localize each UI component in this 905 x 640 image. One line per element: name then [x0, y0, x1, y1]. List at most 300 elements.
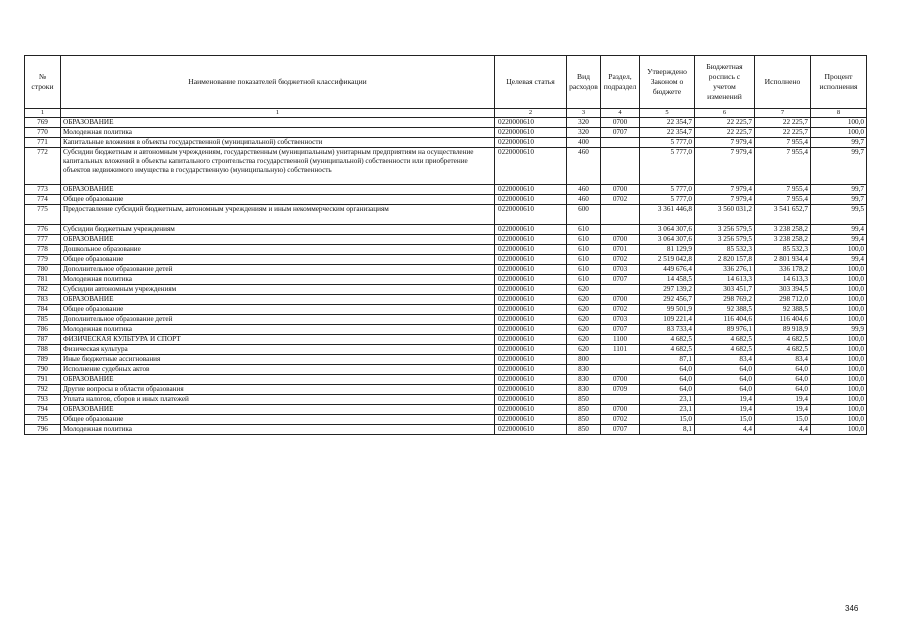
page-number: 346	[845, 604, 859, 613]
row-number-cell: 791	[25, 375, 61, 385]
executed-cell: 3 238 258,2	[755, 235, 811, 245]
row-number-cell: 788	[25, 345, 61, 355]
percent-cell: 100,0	[811, 355, 867, 365]
approved-cell: 64,0	[640, 385, 695, 395]
percent-cell: 100,0	[811, 285, 867, 295]
row-number-cell: 775	[25, 205, 61, 225]
planned-cell: 4 682,5	[695, 345, 755, 355]
row-number-cell: 772	[25, 148, 61, 185]
target-article-cell: 0220000610	[495, 365, 567, 375]
table-row	[25, 138, 867, 148]
executed-cell: 4 682,5	[755, 345, 811, 355]
indicator-name-cell: Исполнение судебных актов	[61, 365, 495, 375]
percent-cell: 99,4	[811, 255, 867, 265]
row-number-cell: 796	[25, 425, 61, 435]
section-cell: 0700	[601, 118, 640, 128]
executed-cell: 4,4	[755, 425, 811, 435]
expense-type-cell: 320	[567, 128, 601, 138]
header-target-article: Целевая статья	[495, 56, 567, 109]
percent-cell: 100,0	[811, 395, 867, 405]
section-cell	[601, 148, 640, 185]
percent-cell: 100,0	[811, 345, 867, 355]
table-row	[25, 265, 867, 275]
expense-type-cell: 850	[567, 425, 601, 435]
percent-cell: 100,0	[811, 375, 867, 385]
target-article-cell: 0220000610	[495, 275, 567, 285]
section-cell	[601, 225, 640, 235]
row-number-cell: 780	[25, 265, 61, 275]
section-cell: 0701	[601, 245, 640, 255]
planned-cell: 19,4	[695, 395, 755, 405]
target-article-cell: 0220000610	[495, 148, 567, 185]
executed-cell: 3 541 652,7	[755, 205, 811, 225]
expense-type-cell: 320	[567, 118, 601, 128]
target-article-cell: 0220000610	[495, 295, 567, 305]
section-cell: 0700	[601, 235, 640, 245]
percent-cell: 100,0	[811, 128, 867, 138]
row-number-cell: 774	[25, 195, 61, 205]
section-cell: 1101	[601, 345, 640, 355]
target-article-cell: 0220000610	[495, 265, 567, 275]
row-number-cell: 769	[25, 118, 61, 128]
planned-cell: 92 388,5	[695, 305, 755, 315]
target-article-cell: 0220000610	[495, 285, 567, 295]
planned-cell: 7 979,4	[695, 138, 755, 148]
table-row	[25, 335, 867, 345]
target-article-cell: 0220000610	[495, 395, 567, 405]
planned-cell: 336 276,1	[695, 265, 755, 275]
executed-cell: 64,0	[755, 385, 811, 395]
indicator-name-cell: Молодежная политика	[61, 128, 495, 138]
table-row	[25, 415, 867, 425]
planned-cell: 64,0	[695, 375, 755, 385]
table-row	[25, 255, 867, 265]
expense-type-cell: 620	[567, 335, 601, 345]
percent-cell: 100,0	[811, 425, 867, 435]
approved-cell: 87,1	[640, 355, 695, 365]
indicator-name-cell: Иные бюджетные ассигнования	[61, 355, 495, 365]
table-row	[25, 295, 867, 305]
row-number-cell: 789	[25, 355, 61, 365]
percent-cell: 99,4	[811, 235, 867, 245]
colnum: 4	[601, 109, 640, 118]
approved-cell: 64,0	[640, 365, 695, 375]
indicator-name-cell: Субсидии бюджетным и автономным учреждениям, государственным (муниципальным) унитарным предприятиям на осуществление капитальных вложений в объекты капитального строительства государственной (муниципальной) собственности или приобретение объектов недвижимого имущества в государственную (муниципальную) собственность	[61, 148, 495, 185]
table-row	[25, 195, 867, 205]
target-article-cell: 0220000610	[495, 235, 567, 245]
section-cell	[601, 395, 640, 405]
approved-cell: 99 501,9	[640, 305, 695, 315]
header-row-number: № строки	[25, 56, 61, 109]
expense-type-cell: 400	[567, 138, 601, 148]
executed-cell: 64,0	[755, 365, 811, 375]
table-row	[25, 365, 867, 375]
approved-cell: 449 676,4	[640, 265, 695, 275]
colnum: 6	[695, 109, 755, 118]
target-article-cell: 0220000610	[495, 315, 567, 325]
executed-cell: 19,4	[755, 395, 811, 405]
target-article-cell: 0220000610	[495, 325, 567, 335]
row-number-cell: 782	[25, 285, 61, 295]
target-article-cell: 0220000610	[495, 375, 567, 385]
section-cell: 0700	[601, 405, 640, 415]
expense-type-cell: 830	[567, 385, 601, 395]
executed-cell: 4 682,5	[755, 335, 811, 345]
indicator-name-cell: Молодежная политика	[61, 325, 495, 335]
percent-cell: 100,0	[811, 335, 867, 345]
section-cell: 0707	[601, 275, 640, 285]
executed-cell: 83,4	[755, 355, 811, 365]
executed-cell: 7 955,4	[755, 195, 811, 205]
percent-cell: 99,9	[811, 325, 867, 335]
planned-cell: 22 225,7	[695, 118, 755, 128]
indicator-name-cell: ОБРАЗОВАНИЕ	[61, 235, 495, 245]
row-number-cell: 771	[25, 138, 61, 148]
percent-cell: 100,0	[811, 295, 867, 305]
colnum: 3	[567, 109, 601, 118]
executed-cell: 85 532,3	[755, 245, 811, 255]
row-number-cell: 776	[25, 225, 61, 235]
approved-cell: 5 777,0	[640, 195, 695, 205]
section-cell: 0700	[601, 375, 640, 385]
section-cell: 0702	[601, 195, 640, 205]
indicator-name-cell: Молодежная политика	[61, 275, 495, 285]
table-row	[25, 425, 867, 435]
header-expense-type: Вид расходов	[567, 56, 601, 109]
planned-cell: 4,4	[695, 425, 755, 435]
expense-type-cell: 610	[567, 225, 601, 235]
percent-cell: 99,7	[811, 195, 867, 205]
table-row	[25, 285, 867, 295]
approved-cell: 22 354,7	[640, 128, 695, 138]
approved-cell: 22 354,7	[640, 118, 695, 128]
expense-type-cell: 620	[567, 295, 601, 305]
section-cell	[601, 355, 640, 365]
approved-cell: 15,0	[640, 415, 695, 425]
percent-cell: 100,0	[811, 118, 867, 128]
target-article-cell: 0220000610	[495, 425, 567, 435]
percent-cell: 100,0	[811, 415, 867, 425]
approved-cell: 64,0	[640, 375, 695, 385]
table-row	[25, 148, 867, 185]
indicator-name-cell: Дошкольное образование	[61, 245, 495, 255]
percent-cell: 100,0	[811, 265, 867, 275]
target-article-cell: 0220000610	[495, 138, 567, 148]
target-article-cell: 0220000610	[495, 245, 567, 255]
row-number-cell: 793	[25, 395, 61, 405]
expense-type-cell: 620	[567, 345, 601, 355]
approved-cell: 297 139,2	[640, 285, 695, 295]
colnum: 2	[495, 109, 567, 118]
expense-type-cell: 610	[567, 265, 601, 275]
table-row	[25, 315, 867, 325]
table-header	[25, 56, 867, 118]
target-article-cell: 0220000610	[495, 335, 567, 345]
table-row	[25, 275, 867, 285]
executed-cell: 22 225,7	[755, 118, 811, 128]
table-row	[25, 205, 867, 225]
section-cell: 0700	[601, 185, 640, 195]
planned-cell: 83,4	[695, 355, 755, 365]
section-cell: 1100	[601, 335, 640, 345]
planned-cell: 85 532,3	[695, 245, 755, 255]
target-article-cell: 0220000610	[495, 415, 567, 425]
column-numbers-row	[25, 109, 867, 118]
row-number-cell: 779	[25, 255, 61, 265]
approved-cell: 23,1	[640, 405, 695, 415]
colnum: 7	[755, 109, 811, 118]
colnum: 8	[811, 109, 867, 118]
expense-type-cell: 620	[567, 285, 601, 295]
section-cell: 0702	[601, 415, 640, 425]
executed-cell: 303 394,5	[755, 285, 811, 295]
indicator-name-cell: Молодежная политика	[61, 425, 495, 435]
table-row	[25, 305, 867, 315]
approved-cell: 14 458,5	[640, 275, 695, 285]
colnum: 1	[61, 109, 495, 118]
target-article-cell: 0220000610	[495, 355, 567, 365]
indicator-name-cell: Субсидии бюджетным учреждениям	[61, 225, 495, 235]
approved-cell: 23,1	[640, 395, 695, 405]
section-cell: 0702	[601, 305, 640, 315]
header-indicator-name: Наименование показателей бюджетной классификации	[61, 56, 495, 109]
executed-cell: 92 388,5	[755, 305, 811, 315]
row-number-cell: 786	[25, 325, 61, 335]
planned-cell: 4 682,5	[695, 335, 755, 345]
planned-cell: 2 820 157,8	[695, 255, 755, 265]
table-row	[25, 375, 867, 385]
percent-cell: 100,0	[811, 385, 867, 395]
table-row	[25, 325, 867, 335]
planned-cell: 89 976,1	[695, 325, 755, 335]
indicator-name-cell: Физическая культура	[61, 345, 495, 355]
header-percent: Процент исполнения	[811, 56, 867, 109]
expense-type-cell: 620	[567, 325, 601, 335]
indicator-name-cell: Другие вопросы в области образования	[61, 385, 495, 395]
indicator-name-cell: ОБРАЗОВАНИЕ	[61, 185, 495, 195]
row-number-cell: 787	[25, 335, 61, 345]
percent-cell: 99,5	[811, 205, 867, 225]
header-planned: Бюджетная роспись с учетом изменений	[695, 56, 755, 109]
expense-type-cell: 460	[567, 185, 601, 195]
indicator-name-cell: ОБРАЗОВАНИЕ	[61, 375, 495, 385]
expense-type-cell: 600	[567, 205, 601, 225]
planned-cell: 14 613,3	[695, 275, 755, 285]
table-row	[25, 185, 867, 195]
indicator-name-cell: ОБРАЗОВАНИЕ	[61, 295, 495, 305]
percent-cell: 99,7	[811, 138, 867, 148]
approved-cell: 3 064 307,6	[640, 225, 695, 235]
approved-cell: 4 682,5	[640, 345, 695, 355]
indicator-name-cell: Предоставление субсидий бюджетным, автономным учреждениям и иным некоммерческим организациям	[61, 205, 495, 225]
section-cell	[601, 365, 640, 375]
table-row	[25, 235, 867, 245]
table-row	[25, 405, 867, 415]
header-section: Раздел, подраздел	[601, 56, 640, 109]
expense-type-cell: 850	[567, 415, 601, 425]
expense-type-cell: 610	[567, 245, 601, 255]
row-number-cell: 770	[25, 128, 61, 138]
section-cell: 0702	[601, 255, 640, 265]
indicator-name-cell: Уплата налогов, сборов и иных платежей	[61, 395, 495, 405]
planned-cell: 3 256 579,5	[695, 225, 755, 235]
approved-cell: 81 129,9	[640, 245, 695, 255]
indicator-name-cell: Общее образование	[61, 255, 495, 265]
planned-cell: 7 979,4	[695, 185, 755, 195]
row-number-cell: 783	[25, 295, 61, 305]
approved-cell: 3 064 307,6	[640, 235, 695, 245]
approved-cell: 3 361 446,8	[640, 205, 695, 225]
expense-type-cell: 830	[567, 375, 601, 385]
row-number-cell: 790	[25, 365, 61, 375]
expense-type-cell: 610	[567, 275, 601, 285]
planned-cell: 303 451,7	[695, 285, 755, 295]
planned-cell: 64,0	[695, 365, 755, 375]
section-cell: 0707	[601, 128, 640, 138]
table-row	[25, 128, 867, 138]
executed-cell: 15,0	[755, 415, 811, 425]
planned-cell: 64,0	[695, 385, 755, 395]
planned-cell: 3 256 579,5	[695, 235, 755, 245]
header-executed: Исполнено	[755, 56, 811, 109]
executed-cell: 116 404,6	[755, 315, 811, 325]
approved-cell: 5 777,0	[640, 148, 695, 185]
percent-cell: 100,0	[811, 275, 867, 285]
planned-cell: 15,0	[695, 415, 755, 425]
section-cell: 0703	[601, 315, 640, 325]
percent-cell: 100,0	[811, 245, 867, 255]
header-approved: Утверждено Законом о бюджете	[640, 56, 695, 109]
target-article-cell: 0220000610	[495, 128, 567, 138]
executed-cell: 336 178,2	[755, 265, 811, 275]
row-number-cell: 773	[25, 185, 61, 195]
approved-cell: 83 733,4	[640, 325, 695, 335]
target-article-cell: 0220000610	[495, 345, 567, 355]
percent-cell: 100,0	[811, 305, 867, 315]
planned-cell: 3 560 031,2	[695, 205, 755, 225]
indicator-name-cell: Дополнительное образование детей	[61, 315, 495, 325]
row-number-cell: 795	[25, 415, 61, 425]
table-row	[25, 345, 867, 355]
table-row	[25, 355, 867, 365]
indicator-name-cell: Капитальные вложения в объекты государственной (муниципальной) собственности	[61, 138, 495, 148]
executed-cell: 89 918,9	[755, 325, 811, 335]
percent-cell: 99,7	[811, 148, 867, 185]
approved-cell: 5 777,0	[640, 185, 695, 195]
planned-cell: 7 979,4	[695, 148, 755, 185]
target-article-cell: 0220000610	[495, 195, 567, 205]
row-number-cell: 777	[25, 235, 61, 245]
indicator-name-cell: Общее образование	[61, 415, 495, 425]
section-cell	[601, 205, 640, 225]
target-article-cell: 0220000610	[495, 305, 567, 315]
table-row	[25, 385, 867, 395]
table-body	[25, 118, 867, 435]
executed-cell: 2 801 934,4	[755, 255, 811, 265]
approved-cell: 292 456,7	[640, 295, 695, 305]
expense-type-cell: 830	[567, 365, 601, 375]
expense-type-cell: 610	[567, 255, 601, 265]
section-cell: 0700	[601, 295, 640, 305]
table-row	[25, 225, 867, 235]
section-cell: 0707	[601, 325, 640, 335]
section-cell	[601, 285, 640, 295]
executed-cell: 7 955,4	[755, 148, 811, 185]
approved-cell: 4 682,5	[640, 335, 695, 345]
planned-cell: 116 404,6	[695, 315, 755, 325]
approved-cell: 2 519 042,8	[640, 255, 695, 265]
executed-cell: 3 238 258,2	[755, 225, 811, 235]
approved-cell: 5 777,0	[640, 138, 695, 148]
section-cell	[601, 138, 640, 148]
target-article-cell: 0220000610	[495, 225, 567, 235]
row-number-cell: 784	[25, 305, 61, 315]
indicator-name-cell: ОБРАЗОВАНИЕ	[61, 118, 495, 128]
row-number-cell: 785	[25, 315, 61, 325]
expense-type-cell: 850	[567, 405, 601, 415]
row-number-cell: 778	[25, 245, 61, 255]
section-cell: 0707	[601, 425, 640, 435]
indicator-name-cell: Общее образование	[61, 305, 495, 315]
row-number-cell: 781	[25, 275, 61, 285]
indicator-name-cell: Общее образование	[61, 195, 495, 205]
percent-cell: 99,4	[811, 225, 867, 235]
section-cell: 0709	[601, 385, 640, 395]
executed-cell: 19,4	[755, 405, 811, 415]
executed-cell: 22 225,7	[755, 128, 811, 138]
expense-type-cell: 460	[567, 195, 601, 205]
target-article-cell: 0220000610	[495, 118, 567, 128]
executed-cell: 64,0	[755, 375, 811, 385]
budget-execution-table	[24, 55, 867, 435]
expense-type-cell: 620	[567, 315, 601, 325]
executed-cell: 7 955,4	[755, 185, 811, 195]
indicator-name-cell: Субсидии автономным учреждениям	[61, 285, 495, 295]
table-row	[25, 395, 867, 405]
planned-cell: 22 225,7	[695, 128, 755, 138]
planned-cell: 298 769,2	[695, 295, 755, 305]
target-article-cell: 0220000610	[495, 185, 567, 195]
expense-type-cell: 620	[567, 305, 601, 315]
target-article-cell: 0220000610	[495, 205, 567, 225]
budget-table-sheet	[24, 55, 866, 435]
expense-type-cell: 610	[567, 235, 601, 245]
approved-cell: 109 221,4	[640, 315, 695, 325]
indicator-name-cell: ОБРАЗОВАНИЕ	[61, 405, 495, 415]
percent-cell: 100,0	[811, 405, 867, 415]
percent-cell: 99,7	[811, 185, 867, 195]
percent-cell: 100,0	[811, 315, 867, 325]
executed-cell: 7 955,4	[755, 138, 811, 148]
approved-cell: 8,1	[640, 425, 695, 435]
table-row	[25, 118, 867, 128]
percent-cell: 100,0	[811, 365, 867, 375]
indicator-name-cell: Дополнительное образование детей	[61, 265, 495, 275]
colnum: 1	[25, 109, 61, 118]
table-row	[25, 245, 867, 255]
row-number-cell: 794	[25, 405, 61, 415]
colnum: 5	[640, 109, 695, 118]
row-number-cell: 792	[25, 385, 61, 395]
expense-type-cell: 850	[567, 395, 601, 405]
expense-type-cell: 460	[567, 148, 601, 185]
planned-cell: 19,4	[695, 405, 755, 415]
executed-cell: 298 712,0	[755, 295, 811, 305]
indicator-name-cell: ФИЗИЧЕСКАЯ КУЛЬТУРА И СПОРТ	[61, 335, 495, 345]
target-article-cell: 0220000610	[495, 385, 567, 395]
expense-type-cell: 800	[567, 355, 601, 365]
section-cell: 0703	[601, 265, 640, 275]
